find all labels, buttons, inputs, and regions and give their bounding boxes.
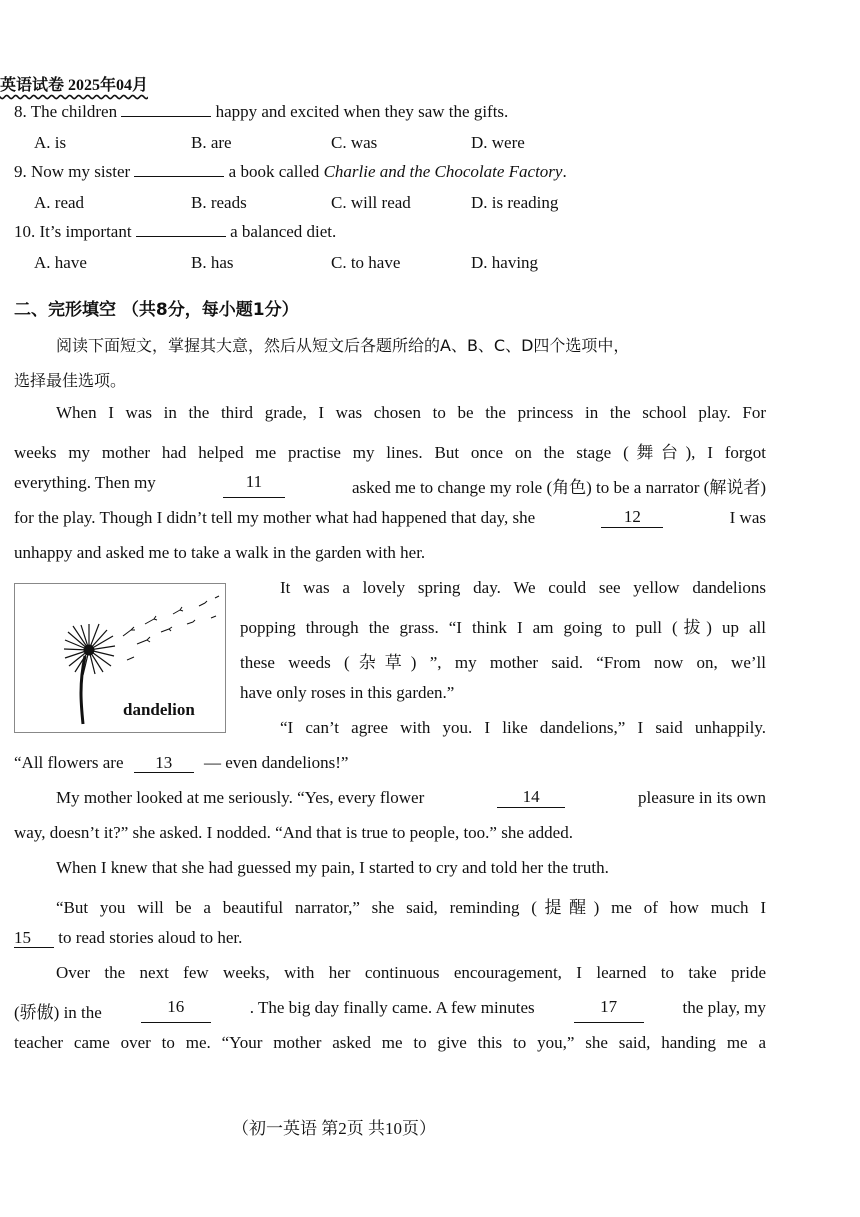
passage-text: — even dandelions!”	[204, 753, 349, 772]
section-instruction: 阅读下面短文，掌握其大意，然后从短文后各题所给的A、B、C、D四个选项中，	[56, 336, 630, 355]
passage-line: weeks my mother had helped me practise my lines. But once on the stage (舞台), I forgot	[14, 443, 766, 462]
passage-line: unhappy and asked me to take a walk in the garden with her.	[14, 543, 426, 562]
passage-line: popping through the grass. “I think I am going to pull (拔) up all	[240, 618, 766, 637]
passage-text: asked me to change my role (角色) to be a narrator (解说者)	[351, 478, 766, 497]
passage-line: way, doesn’t it?” she asked. I nodded. “And that is true to people, too.” she added.	[14, 823, 573, 842]
option-c: C. will read	[331, 193, 411, 212]
question-stem: a balanced diet.	[230, 222, 337, 241]
blank-14: 14	[497, 788, 565, 808]
section-title: 二、完形填空 （共8分，每小题1分）	[14, 300, 299, 320]
passage-text: . The big day finally came. A few minutes	[249, 998, 535, 1017]
passage-line	[14, 928, 242, 948]
option-d: D. is reading	[471, 193, 559, 212]
dandelion-figure	[14, 583, 226, 733]
question-number: 10.	[14, 222, 36, 241]
question-stem: The children	[30, 102, 118, 121]
option-a: A. is	[34, 133, 67, 152]
passage-line: When I knew that she had guessed my pain, I started to cry and told her the truth.	[56, 858, 609, 877]
section-instruction: 选择最佳选项。	[14, 371, 127, 390]
page-footer: （初一英语 第2页 共10页）	[232, 1119, 436, 1138]
option-b: B. are	[191, 133, 232, 152]
option-b: B. reads	[191, 193, 247, 212]
blank-17: 17	[574, 998, 644, 1023]
option-d: D. were	[471, 133, 525, 152]
blank-16: 16	[141, 998, 211, 1023]
question-stem: It’s important	[39, 222, 132, 241]
answer-blank	[136, 222, 226, 237]
answer-blank	[134, 162, 224, 177]
answer-blank	[121, 102, 211, 117]
blank-12: 12	[601, 508, 663, 528]
figure-caption: dandelion	[123, 700, 195, 719]
passage-line: It was a lovely spring day. We could see yellow dandelions	[280, 578, 766, 597]
option-a: A. have	[34, 253, 87, 272]
passage-line: these weeds (杂草) ”, my mother said. “From now on, we’ll	[240, 653, 766, 672]
question-number: 9.	[14, 162, 27, 181]
blank-11: 11	[223, 473, 285, 498]
passage-text: everything. Then my	[14, 473, 156, 492]
question-stem: Now my sister	[31, 162, 131, 181]
passage-line: teacher came over to me. “Your mother asked me to give this to you,” she said, handing me a	[14, 1033, 766, 1052]
passage-text: to read stories aloud to her.	[58, 928, 243, 947]
blank-15: 15	[14, 929, 54, 948]
passage-line	[14, 508, 766, 528]
option-a: A. read	[34, 193, 85, 212]
passage-text: pleasure in its own	[638, 788, 766, 807]
passage-text: for the play. Though I didn’t tell my mother what had happened that day, she	[14, 508, 536, 527]
passage-line	[14, 998, 766, 1023]
option-d: D. having	[471, 253, 539, 272]
option-c: C. to have	[331, 253, 401, 272]
passage-line: have only roses in this garden.”	[240, 683, 455, 702]
passage-text: “All flowers are	[14, 753, 124, 772]
question-number: 8.	[14, 102, 27, 121]
punctuation: .	[562, 162, 567, 181]
passage-line: Over the next few weeks, with her continuous encouragement, I learned to take pride	[56, 963, 766, 982]
passage-line	[14, 473, 766, 498]
book-title: Charlie and the Chocolate Factory	[323, 162, 563, 181]
option-c: C. was	[331, 133, 378, 152]
passage-text: (骄傲) in the	[14, 1003, 102, 1022]
passage-line	[14, 753, 348, 773]
question-stem: a book called	[228, 162, 320, 181]
question-stem: happy and excited when they saw the gifts.	[215, 102, 509, 121]
exam-header: 英语试卷 2025年04月	[0, 77, 149, 94]
question-10	[14, 222, 336, 242]
question-8	[14, 102, 508, 122]
passage-line: “But you will be a beautiful narrator,” she said, reminding (提醒) me of how much I	[56, 898, 766, 917]
blank-13: 13	[134, 754, 194, 773]
option-b: B. has	[191, 253, 234, 272]
passage-line	[56, 788, 766, 808]
passage-line: When I was in the third grade, I was chosen to be the princess in the school play. For	[56, 403, 766, 422]
passage-text: My mother looked at me seriously. “Yes, every flower	[56, 788, 425, 807]
question-9	[14, 162, 567, 182]
passage-line: “I can’t agree with you. I like dandelions,” I said unhappily.	[280, 718, 766, 737]
passage-text: the play, my	[682, 998, 766, 1017]
passage-text: I was	[729, 508, 766, 527]
